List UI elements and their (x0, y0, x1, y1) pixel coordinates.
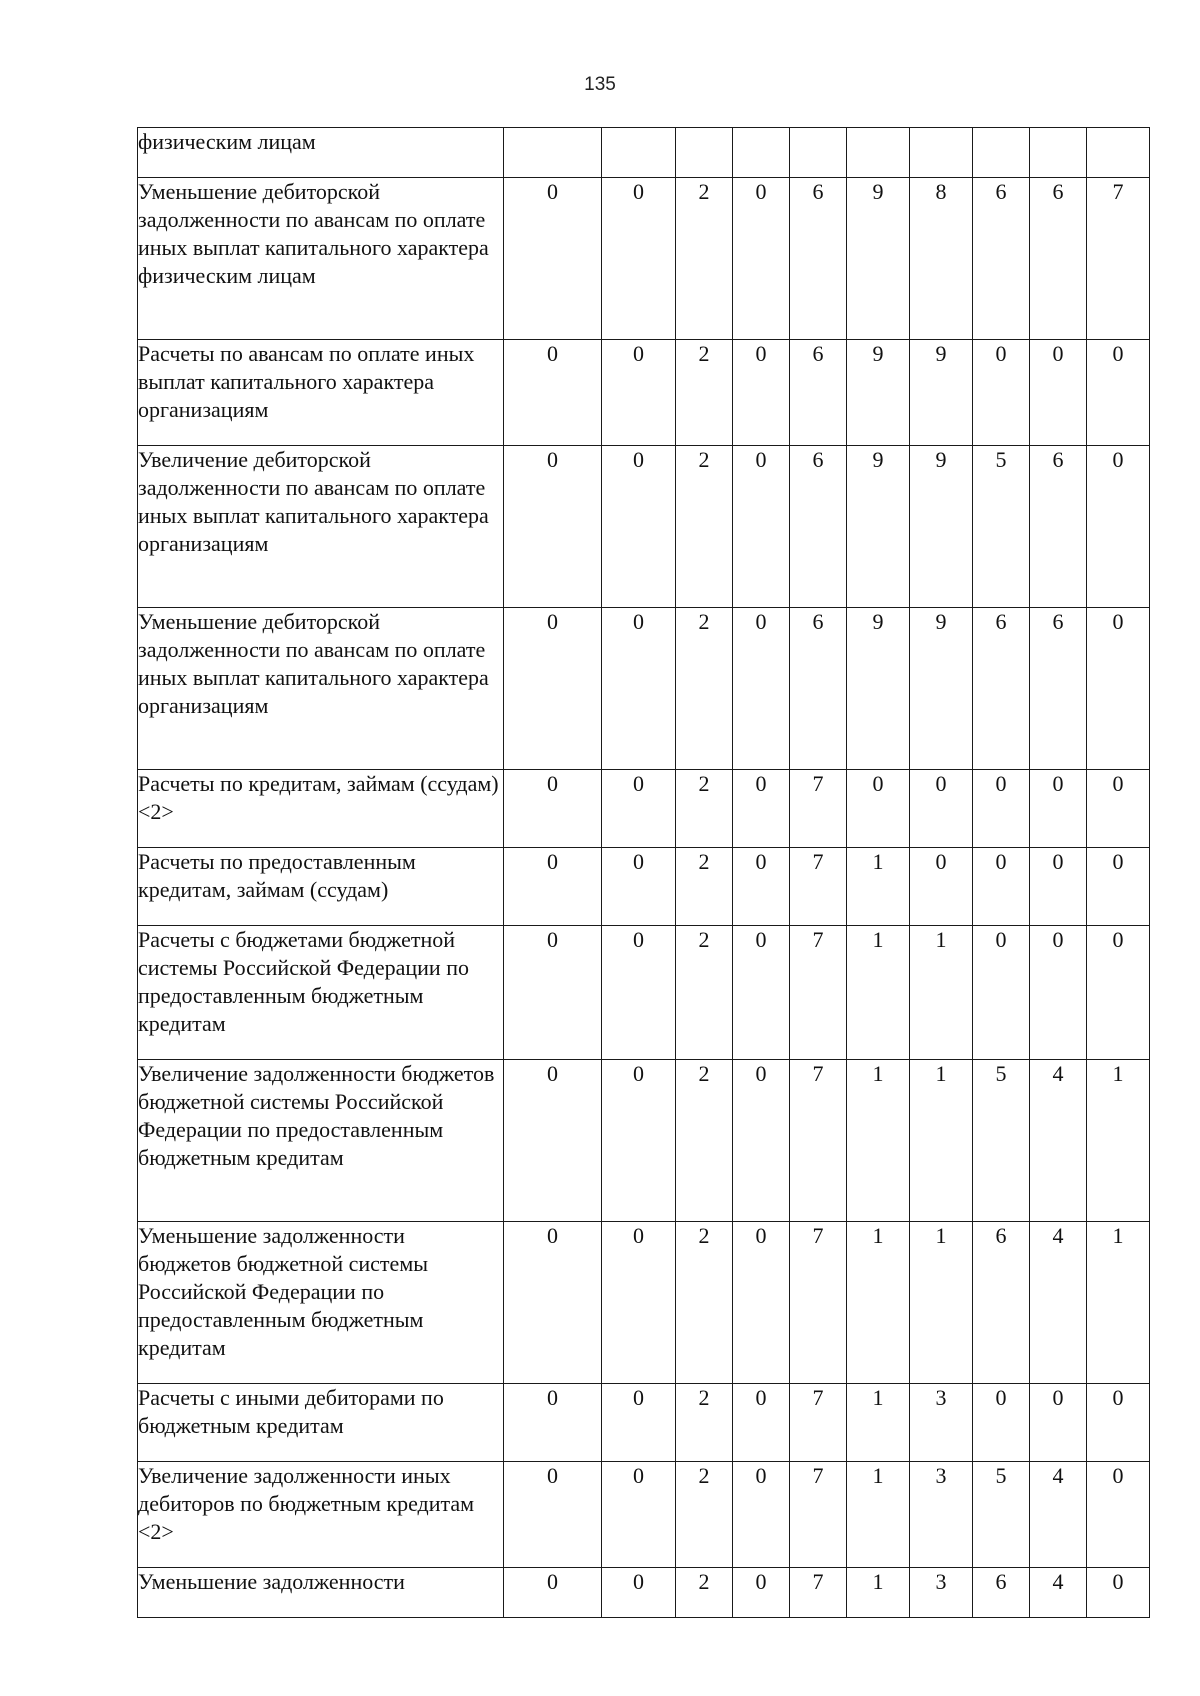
code-digit-7: 8 (910, 178, 973, 340)
code-digit-1: 0 (504, 1462, 602, 1568)
code-digit-10: 1 (1087, 1222, 1150, 1384)
table-row (138, 770, 1150, 848)
row-description: Расчеты с иными дебиторами по бюджетным кредитам (138, 1384, 504, 1462)
code-digit-10: 0 (1087, 608, 1150, 770)
code-digit-6: 1 (847, 1568, 910, 1618)
code-digit-8: 5 (973, 1462, 1030, 1568)
code-digit-1: 0 (504, 926, 602, 1060)
row-description: Расчеты с бюджетами бюджетной системы Российской Федерации по предоставленным бюджетным кредитам (138, 926, 504, 1060)
code-digit-10: 1 (1087, 1060, 1150, 1222)
code-digit-6: 9 (847, 608, 910, 770)
code-digit-5: 7 (790, 770, 847, 848)
code-digit-3: 2 (676, 446, 733, 608)
code-digit-3: 2 (676, 178, 733, 340)
code-digit-1: 0 (504, 178, 602, 340)
code-digit-8: 5 (973, 1060, 1030, 1222)
table-row (138, 1462, 1150, 1568)
code-digit-10: 0 (1087, 1568, 1150, 1618)
code-digit-3: 2 (676, 770, 733, 848)
code-digit-2: 0 (602, 926, 676, 1060)
row-description: Увеличение задолженности иных дебиторов по бюджетным кредитам <2> (138, 1462, 504, 1568)
code-digit-9: 4 (1030, 1222, 1087, 1384)
code-digit-1: 0 (504, 1060, 602, 1222)
code-digit-1: 0 (504, 446, 602, 608)
code-digit-7: 0 (910, 848, 973, 926)
code-digit-10: 0 (1087, 770, 1150, 848)
row-description: физическим лицам (138, 128, 504, 178)
code-digit-8: 0 (973, 926, 1030, 1060)
code-digit-8: 5 (973, 446, 1030, 608)
table-row (138, 1060, 1150, 1222)
code-digit-6: 1 (847, 1462, 910, 1568)
code-digit-9: 0 (1030, 926, 1087, 1060)
code-digit-10: 0 (1087, 848, 1150, 926)
code-digit-2: 0 (602, 1568, 676, 1618)
code-digit-8: 0 (973, 1384, 1030, 1462)
code-digit-1: 0 (504, 1568, 602, 1618)
code-digit-5: 7 (790, 1384, 847, 1462)
code-digit-4: 0 (733, 926, 790, 1060)
code-digit-3 (676, 128, 733, 178)
code-digit-7: 1 (910, 1060, 973, 1222)
code-digit-6 (847, 128, 910, 178)
code-digit-4: 0 (733, 1222, 790, 1384)
code-digit-2: 0 (602, 178, 676, 340)
code-digit-9: 0 (1030, 848, 1087, 926)
row-description: Увеличение дебиторской задолженности по авансам по оплате иных выплат капитального характера организациям (138, 446, 504, 608)
code-digit-1 (504, 128, 602, 178)
code-digit-2: 0 (602, 848, 676, 926)
code-digit-5: 6 (790, 608, 847, 770)
code-digit-2: 0 (602, 446, 676, 608)
code-digit-10 (1087, 128, 1150, 178)
code-digit-4: 0 (733, 1568, 790, 1618)
row-description: Уменьшение дебиторской задолженности по авансам по оплате иных выплат капитального характера организациям (138, 608, 504, 770)
code-digit-6: 1 (847, 1222, 910, 1384)
code-digit-9: 4 (1030, 1568, 1087, 1618)
code-digit-3: 2 (676, 1384, 733, 1462)
code-digit-3: 2 (676, 608, 733, 770)
code-digit-2: 0 (602, 770, 676, 848)
code-digit-7: 3 (910, 1462, 973, 1568)
row-description: Уменьшение задолженности бюджетов бюджетной системы Российской Федерации по предоставленным бюджетным кредитам (138, 1222, 504, 1384)
table-row (138, 848, 1150, 926)
code-digit-7: 9 (910, 340, 973, 446)
code-digit-4: 0 (733, 1384, 790, 1462)
code-digit-10: 0 (1087, 1462, 1150, 1568)
code-digit-7: 9 (910, 608, 973, 770)
code-digit-4: 0 (733, 770, 790, 848)
code-digit-3: 2 (676, 340, 733, 446)
table-row (138, 926, 1150, 1060)
code-digit-7: 1 (910, 1222, 973, 1384)
code-digit-9: 4 (1030, 1462, 1087, 1568)
table-row (138, 128, 1150, 178)
code-digit-4: 0 (733, 848, 790, 926)
code-digit-4: 0 (733, 340, 790, 446)
code-digit-7: 3 (910, 1384, 973, 1462)
table-row (138, 340, 1150, 446)
code-digit-7 (910, 128, 973, 178)
code-digit-5 (790, 128, 847, 178)
code-digit-9: 6 (1030, 608, 1087, 770)
code-digit-6: 0 (847, 770, 910, 848)
code-digit-5: 7 (790, 1060, 847, 1222)
code-digit-8: 6 (973, 608, 1030, 770)
code-digit-7: 0 (910, 770, 973, 848)
code-digit-7: 9 (910, 446, 973, 608)
code-digit-3: 2 (676, 926, 733, 1060)
code-digit-5: 7 (790, 1568, 847, 1618)
code-digit-2 (602, 128, 676, 178)
code-digit-3: 2 (676, 1222, 733, 1384)
table-row (138, 1222, 1150, 1384)
row-description: Расчеты по предоставленным кредитам, займам (ссудам) (138, 848, 504, 926)
code-digit-6: 1 (847, 1060, 910, 1222)
code-digit-1: 0 (504, 848, 602, 926)
code-digit-3: 2 (676, 848, 733, 926)
code-digit-5: 7 (790, 1222, 847, 1384)
page-number: 135 (584, 74, 616, 95)
code-digit-9: 4 (1030, 1060, 1087, 1222)
table-row (138, 1384, 1150, 1462)
code-digit-7: 3 (910, 1568, 973, 1618)
code-digit-2: 0 (602, 1060, 676, 1222)
code-digit-2: 0 (602, 608, 676, 770)
code-digit-1: 0 (504, 608, 602, 770)
code-digit-5: 6 (790, 446, 847, 608)
code-digit-10: 0 (1087, 446, 1150, 608)
code-digit-4: 0 (733, 178, 790, 340)
code-digit-8: 6 (973, 178, 1030, 340)
code-digit-6: 9 (847, 446, 910, 608)
code-digit-1: 0 (504, 770, 602, 848)
code-digit-1: 0 (504, 1384, 602, 1462)
code-digit-8: 6 (973, 1222, 1030, 1384)
code-digit-3: 2 (676, 1060, 733, 1222)
code-digit-6: 1 (847, 926, 910, 1060)
code-digit-2: 0 (602, 1462, 676, 1568)
code-digit-6: 9 (847, 178, 910, 340)
code-digit-5: 7 (790, 848, 847, 926)
code-digit-2: 0 (602, 1222, 676, 1384)
row-description: Уменьшение дебиторской задолженности по авансам по оплате иных выплат капитального характера физическим лицам (138, 178, 504, 340)
code-digit-5: 6 (790, 178, 847, 340)
code-digit-2: 0 (602, 340, 676, 446)
table-row (138, 446, 1150, 608)
code-digit-3: 2 (676, 1568, 733, 1618)
code-digit-6: 1 (847, 848, 910, 926)
code-digit-9: 6 (1030, 446, 1087, 608)
row-description: Расчеты по авансам по оплате иных выплат капитального характера организациям (138, 340, 504, 446)
code-digit-8: 6 (973, 1568, 1030, 1618)
row-description: Увеличение задолженности бюджетов бюджетной системы Российской Федерации по предоставленным бюджетным кредитам (138, 1060, 504, 1222)
code-digit-6: 1 (847, 1384, 910, 1462)
row-description: Расчеты по кредитам, займам (ссудам) <2> (138, 770, 504, 848)
code-digit-2: 0 (602, 1384, 676, 1462)
code-digit-6: 9 (847, 340, 910, 446)
code-digit-8 (973, 128, 1030, 178)
code-digit-1: 0 (504, 340, 602, 446)
account-code-table (137, 127, 1150, 1618)
code-digit-8: 0 (973, 848, 1030, 926)
code-digit-4 (733, 128, 790, 178)
code-digit-4: 0 (733, 446, 790, 608)
table-row (138, 608, 1150, 770)
code-digit-9: 0 (1030, 340, 1087, 446)
code-digit-9: 6 (1030, 178, 1087, 340)
code-digit-1: 0 (504, 1222, 602, 1384)
row-description: Уменьшение задолженности (138, 1568, 504, 1618)
code-digit-5: 7 (790, 926, 847, 1060)
code-digit-10: 7 (1087, 178, 1150, 340)
code-digit-7: 1 (910, 926, 973, 1060)
code-digit-8: 0 (973, 770, 1030, 848)
code-digit-9: 0 (1030, 1384, 1087, 1462)
code-digit-10: 0 (1087, 340, 1150, 446)
code-digit-9 (1030, 128, 1087, 178)
code-digit-10: 0 (1087, 926, 1150, 1060)
table-row (138, 178, 1150, 340)
code-digit-10: 0 (1087, 1384, 1150, 1462)
code-digit-9: 0 (1030, 770, 1087, 848)
code-digit-5: 6 (790, 340, 847, 446)
table-row (138, 1568, 1150, 1618)
code-digit-4: 0 (733, 1462, 790, 1568)
code-digit-3: 2 (676, 1462, 733, 1568)
code-digit-4: 0 (733, 608, 790, 770)
code-digit-5: 7 (790, 1462, 847, 1568)
code-digit-8: 0 (973, 340, 1030, 446)
code-digit-4: 0 (733, 1060, 790, 1222)
